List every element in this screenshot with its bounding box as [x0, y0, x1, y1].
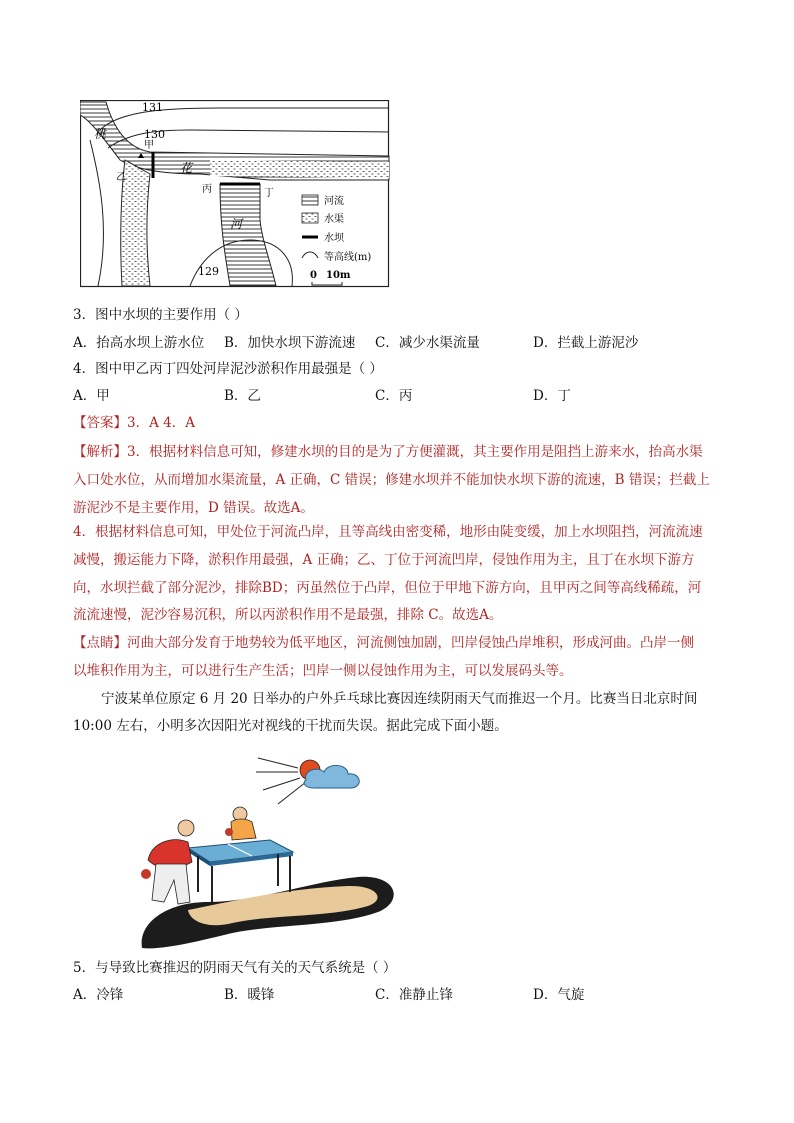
scale-length: 10m — [326, 270, 351, 281]
passage-line-2: 10:00 左右，小明多次因阳光对视线的干扰而失误。据此完成下面小题。 — [73, 718, 508, 734]
analysis-tag: 【解析】 — [73, 444, 127, 460]
analysis-line-2: 入口处水位，从而增加水渠流量，A 正确，C 错误；修建水坝并不能加快水坝下游的流速，B 错误；拦截上 — [73, 472, 710, 488]
legend-canal: 水渠 — [324, 214, 344, 225]
q5-stem: 5．与导致比赛推迟的阴雨天气有关的天气系统是（ ） — [73, 960, 397, 976]
q4-option-c: C．丙 — [375, 388, 413, 404]
q4-stem: 4．图中甲乙丙丁四处河岸泥沙淤积作用最强是（ ） — [73, 361, 383, 377]
legend-dam: 水坝 — [324, 233, 344, 244]
ping-pong-svg — [128, 752, 408, 950]
q4-option-a: A．甲 — [73, 388, 110, 404]
legend-contour: 等高线(m) — [324, 252, 372, 263]
label-bing: 丙 — [202, 184, 212, 195]
q4-option-d: D．丁 — [533, 388, 571, 404]
analysis-line-1: 【解析】3．根据材料信息可知，修建水坝的目的是为了方便灌溉，其主要作用是阻挡上游来水，抬高水渠 — [73, 444, 703, 460]
q4-option-b: B．乙 — [224, 388, 261, 404]
answer-text: 3．A 4．A — [127, 415, 195, 431]
paddle-near — [141, 869, 151, 879]
q3-option-c: C．减少水渠流量 — [375, 335, 480, 351]
tip-tag: 【点睛】 — [73, 635, 127, 651]
q5-option-b: B．暖锋 — [224, 987, 275, 1003]
label-yi: 乙 — [116, 172, 126, 183]
q5-option-c: C．准静止锋 — [375, 987, 453, 1003]
analysis-line-3: 游泥沙不是主要作用，D 错误。故选A。 — [73, 500, 314, 516]
player-near-legs — [152, 864, 190, 904]
label-130: 130 — [144, 128, 165, 141]
passage-line-1: 宁波某单位原定 6 月 20 日举办的户外乒乓球比赛因连续阴雨天气而推迟一个月。比赛当日北京时间 — [101, 691, 698, 707]
label-jia: 甲 — [144, 140, 154, 151]
player-near-head — [178, 820, 194, 836]
answer-tag: 【答案】 — [73, 415, 127, 431]
label-hua: 花 — [180, 161, 193, 175]
paddle-far — [225, 828, 233, 836]
q5-option-d: D．气旋 — [533, 987, 585, 1003]
analysis-line-7: 流流速慢，泥沙容易沉积，所以丙淤积作用不是最强，排除 C。故选A。 — [73, 607, 503, 623]
q3-option-a: A．抬高水坝上游水位 — [73, 335, 205, 351]
answer-line — [73, 413, 195, 433]
label-129: 129 — [198, 265, 219, 278]
q3-stem: 3．图中水坝的主要作用（ ） — [73, 307, 248, 323]
scale-zero: 0 — [310, 270, 317, 281]
q3-option-b: B．加快水坝下游流速 — [224, 335, 356, 351]
analysis-line-6: 向，水坝拦截了部分泥沙，排除BD；丙虽然位于凸岸，但位于甲地下游方向，且甲丙之间等高线稀疏，河 — [73, 580, 702, 596]
label-ding: 丁 — [264, 188, 274, 199]
q5-option-a: A．冷锋 — [73, 987, 124, 1003]
river-map-figure — [80, 100, 390, 290]
label-131: 131 — [142, 101, 163, 114]
q3-option-d: D．拦截上游泥沙 — [533, 335, 639, 351]
ping-pong-illustration — [128, 752, 408, 950]
canal-top — [210, 160, 389, 178]
analysis-line-4: 4．根据材料信息可知，甲处位于河流凸岸，且等高线由密变稀，地形由陡变缓，加上水坝阻挡，河流流速 — [73, 524, 703, 540]
legend-river: 河流 — [324, 196, 344, 207]
analysis-line-5: 减慢，搬运能力下降，淤积作用最强，A 正确；乙、丁位于河流凹岸，侵蚀作用为主，且丁在水坝下游方 — [73, 552, 695, 568]
tip-line-1: 【点睛】河曲大部分发育于地势较为低平地区，河流侧蚀加剧，凹岸侵蚀凸岸堆积，形成河曲。凸岸一侧 — [73, 635, 694, 651]
player-far-body — [231, 819, 256, 840]
tip-line-2: 以堆积作用为主，可以进行生产生活；凹岸一侧以侵蚀作用为主，可以发展码头等。 — [73, 663, 573, 679]
label-tao: 桃 — [94, 127, 107, 141]
label-he: 河 — [230, 217, 243, 231]
river-map-svg — [80, 100, 390, 290]
